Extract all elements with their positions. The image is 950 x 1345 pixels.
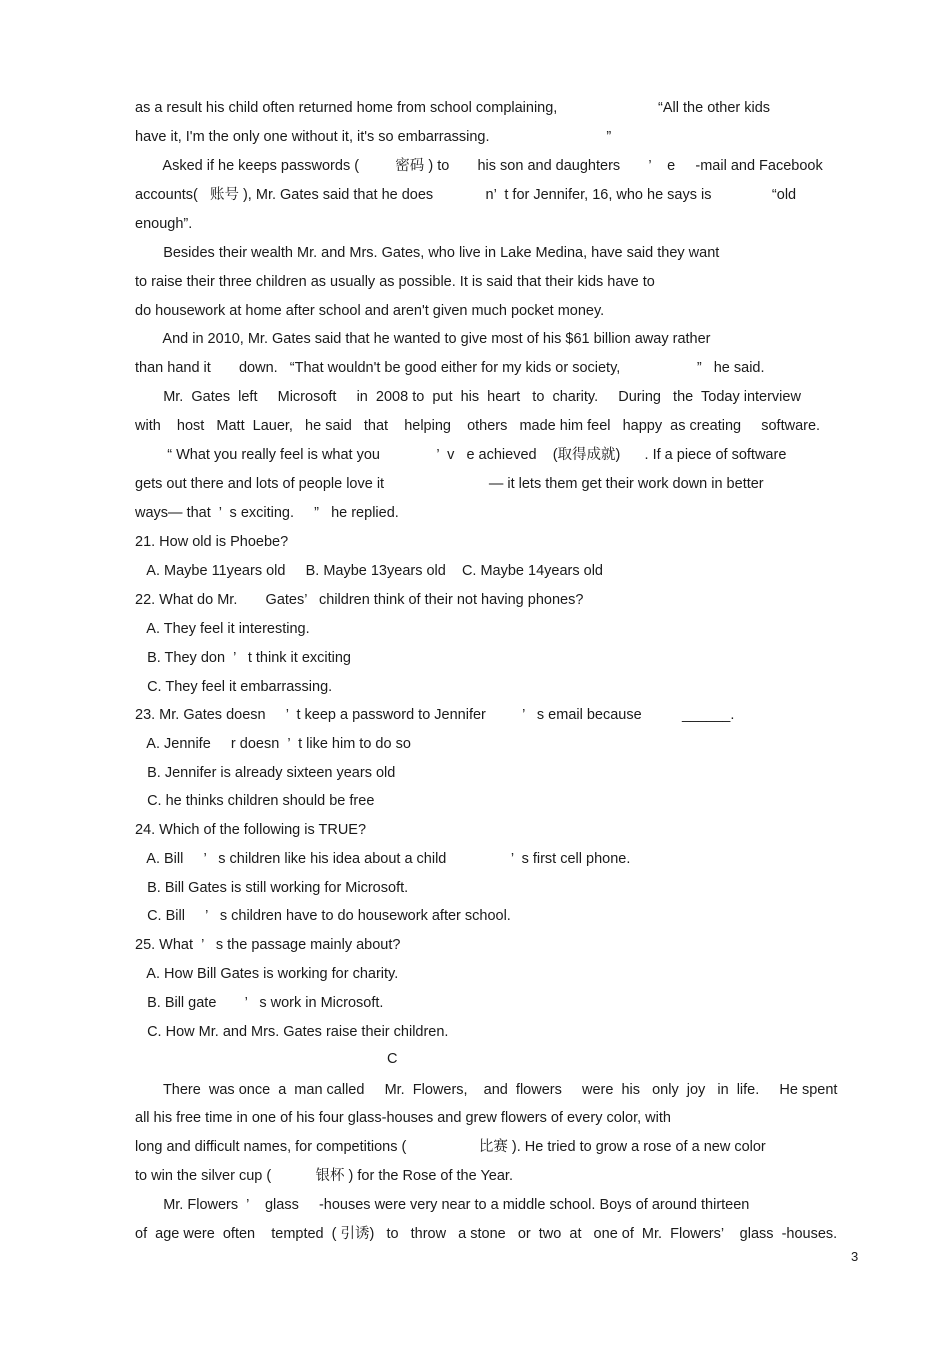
text-line: Mr. Flowers ’ glass -houses were very near to a middle school. Boys of around thirteen bbox=[135, 1197, 750, 1213]
question: 21. How old is Phoebe? bbox=[135, 534, 289, 550]
text-line: ways— that ’ s exciting. ” he replied. bbox=[135, 505, 399, 521]
question: 22. What do Mr. Gates’ children think of their not having phones? bbox=[135, 592, 584, 608]
answer-option: C. he thinks children should be free bbox=[135, 793, 375, 809]
text-line: of age were often tempted ( 引诱) to throw a stone or two at one of Mr. Flowers’ glass -houses. bbox=[135, 1226, 838, 1242]
text-line: Besides their wealth Mr. and Mrs. Gates, who live in Lake Medina, have said they want bbox=[135, 245, 720, 261]
text-line: “ What you really feel is what you ’ v e achieved (取得成就) . If a piece of software bbox=[135, 447, 787, 463]
text-line: Asked if he keeps passwords ( 密码 ) to his son and daughters ’ e -mail and Facebook bbox=[135, 158, 823, 174]
question: 24. Which of the following is TRUE? bbox=[135, 822, 367, 838]
answer-option: B. They don ’ t think it exciting bbox=[135, 650, 351, 666]
text-line: to win the silver cup ( 银杯 ) for the Rose of the Year. bbox=[135, 1168, 513, 1184]
answer-option: A. Bill ’ s children like his idea about a child ’ s first cell phone. bbox=[135, 851, 631, 867]
answer-option: C. They feel it embarrassing. bbox=[135, 679, 333, 695]
text-line: as a result his child often returned home from school complaining, “All the other kids bbox=[135, 100, 771, 116]
answer-option: C. Bill ’ s children have to do housework after school. bbox=[135, 908, 511, 924]
text-line: do housework at home after school and aren't given much pocket money. bbox=[135, 303, 605, 319]
answer-option: A. How Bill Gates is working for charity. bbox=[135, 966, 399, 982]
text-line: There was once a man called Mr. Flowers, and flowers were his only joy in life. He spent bbox=[135, 1082, 838, 1098]
answer-option: C. How Mr. and Mrs. Gates raise their children. bbox=[135, 1024, 449, 1040]
page-number: 3 bbox=[851, 1249, 859, 1264]
text-line: Mr. Gates left Microsoft in 2008 to put his heart to charity. During the Today interview bbox=[135, 389, 801, 405]
text-line: accounts( 账号 ), Mr. Gates said that he does n’ t for Jennifer, 16, who he says is “old bbox=[135, 187, 797, 203]
answer-option: A. They feel it interesting. bbox=[135, 621, 310, 637]
text-line: gets out there and lots of people love it — it lets them get their work down in better bbox=[135, 476, 764, 492]
answer-option: A. Maybe 11years old B. Maybe 13years old C. Maybe 14years old bbox=[135, 563, 603, 579]
text-line: to raise their three children as usually as possible. It is said that their kids have to bbox=[135, 274, 655, 290]
question: 25. What ’ s the passage mainly about? bbox=[135, 937, 401, 953]
text-line: enough”. bbox=[135, 216, 193, 232]
text-line: long and difficult names, for competitions ( 比赛 ). He tried to grow a rose of a new color bbox=[135, 1139, 766, 1155]
section-heading: C bbox=[387, 1051, 398, 1067]
answer-option: B. Bill Gates is still working for Microsoft. bbox=[135, 880, 409, 896]
text-line: than hand it down. “That wouldn't be good either for my kids or society, ” he said. bbox=[135, 360, 765, 376]
text-line: And in 2010, Mr. Gates said that he wanted to give most of his $61 billion away rather bbox=[135, 331, 711, 347]
text-line: have it, I'm the only one without it, it's so embarrassing. ” bbox=[135, 129, 612, 145]
answer-option: B. Bill gate ’ s work in Microsoft. bbox=[135, 995, 384, 1011]
text-line: with host Matt Lauer, he said that helping others made him feel happy as creating software. bbox=[135, 418, 821, 434]
question: 23. Mr. Gates doesn ’ t keep a password to Jennifer ’ s email because ______. bbox=[135, 707, 735, 723]
text-line: all his free time in one of his four glass-houses and grew flowers of every color, with bbox=[135, 1110, 671, 1126]
answer-option: A. Jennife r doesn ’ t like him to do so bbox=[135, 736, 411, 752]
answer-option: B. Jennifer is already sixteen years old bbox=[135, 765, 396, 781]
